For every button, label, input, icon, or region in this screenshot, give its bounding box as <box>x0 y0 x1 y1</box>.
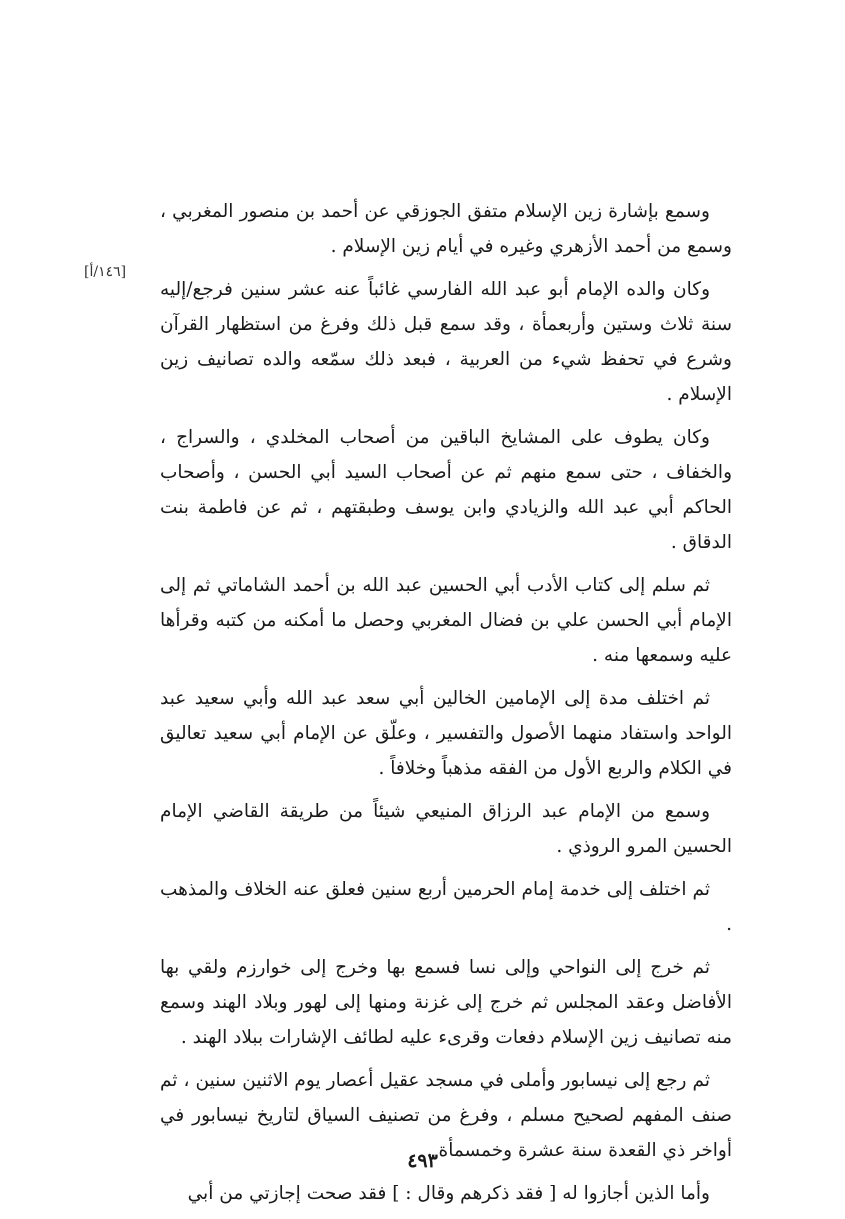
page-number: ٤٩٣ <box>407 1150 438 1172</box>
paragraph-4: ثم سلم إلى كتاب الأدب أبي الحسين عبد الله بن أحمد الشاماتي ثم إلى الإمام أبي الحسن علي بن فضال المغربي وحصل ما أمكنه من كتبه وقرأها عليه وسمعها منه . <box>160 575 732 666</box>
main-text-column <box>160 194 732 1219</box>
paragraph-10: وأما الذين أجازوا له [ فقد ذكرهم وقال : ] فقد صحت إجازتي من أبي <box>187 1183 710 1204</box>
paragraph-3: وكان يطوف على المشايخ الباقين من أصحاب المخلدي ، والسراج ، والخفاف ، حتى سمع منهم ثم عن أصحاب السيد أبي الحسن ، وأصحاب الحاكم أبي عبد الله والزيادي وابن يوسف وطبقتهم ، ثم عن فاطمة بنت الدقاق . <box>160 427 732 553</box>
paragraph-7: ثم اختلف إلى خدمة إمام الحرمين أربع سنين فعلق عنه الخلاف والمذهب . <box>160 879 732 935</box>
paragraph-2: وكان والده الإمام أبو عبد الله الفارسي غائباً عنه عشر سنين فرجع/إليه سنة ثلاث وستين وأربعمأة ، وقد سمع قبل ذلك وفرغ من استظهار القرآن وشرع في تحفظ شيء من العربية ، فبعد ذلك سمّعه والده تصانيف زين الإسلام . <box>160 279 732 405</box>
paragraph-5: ثم اختلف مدة إلى الإمامين الخالين أبي سعد عبد الله وأبي سعيد عبد الواحد واستفاد منهما الأصول والتفسير ، وعلّق عن الإمام أبي سعيد تعاليق في الكلام والربع الأول من الفقه مذهباً وخلافاً . <box>160 688 732 779</box>
folio-margin-note: [١٤٦/أ] <box>84 264 127 280</box>
paragraph-1: وسمع بإشارة زين الإسلام متفق الجوزقي عن أحمد بن منصور المغربي ، وسمع من أحمد الأزهري وغيره في أيام زين الإسلام . <box>160 201 732 257</box>
paragraph-9: ثم رجع إلى نيسابور وأملى في مسجد عقيل أعصار يوم الاثنين سنين ، ثم صنف المفهم لصحيح مسلم ، وفرغ من تصنيف السياق لتاريخ نيسابور في أواخر ذي القعدة سنة عشرة وخمسمأة . <box>160 1070 732 1161</box>
paragraph-6: وسمع من الإمام عبد الرزاق المنيعي شيئاً من طريقة القاضي الإمام الحسين المرو الروذي . <box>160 801 732 857</box>
paragraph-8: ثم خرج إلى النواحي وإلى نسا فسمع بها وخرج إلى خوارزم ولقي بها الأفاضل وعقد المجلس ثم خرج إلى غزنة ومنها إلى لهور وبلاد الهند وسمع منه تصانيف زين الإسلام دفعات وقرىء عليه لطائف الإشارات ببلاد الهند . <box>160 957 732 1048</box>
